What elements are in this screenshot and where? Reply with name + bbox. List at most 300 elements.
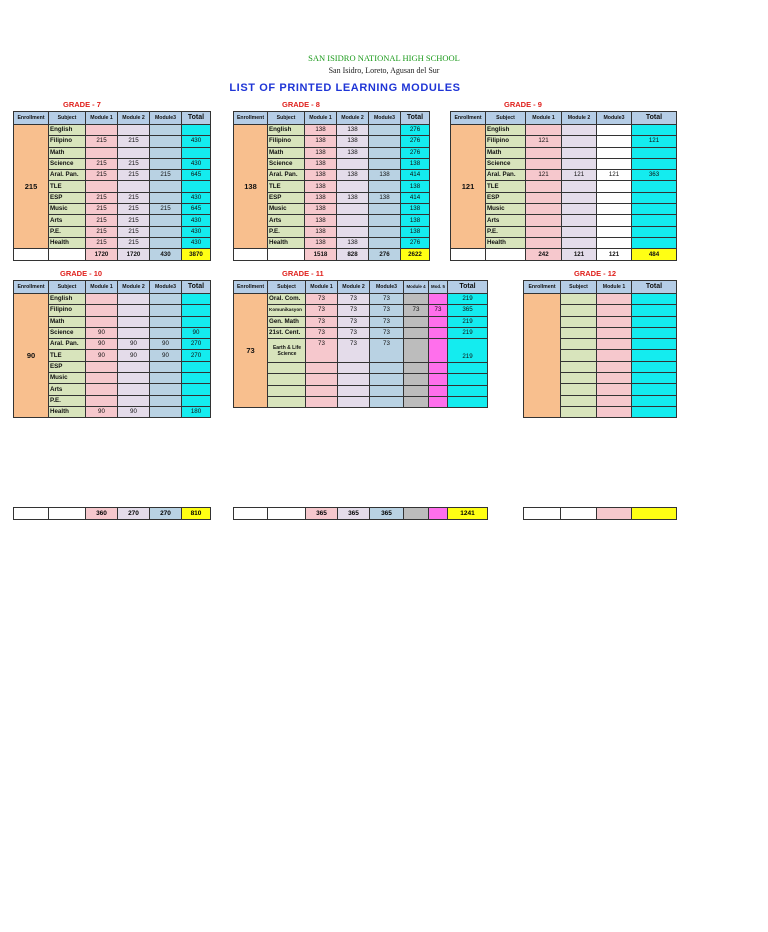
total-cell: 414 bbox=[401, 192, 430, 203]
module5-cell bbox=[429, 294, 448, 305]
total-cell: 219 bbox=[448, 316, 488, 327]
module1-cell bbox=[306, 385, 338, 396]
module4-cell bbox=[404, 374, 429, 385]
module5-cell bbox=[429, 363, 448, 374]
subject-cell: English bbox=[268, 125, 305, 136]
module1-cell bbox=[526, 215, 562, 226]
module2-cell bbox=[562, 147, 597, 158]
module2-cell: 73 bbox=[338, 294, 370, 305]
total-cell bbox=[448, 397, 488, 408]
module2-cell bbox=[118, 373, 150, 384]
col-header: Subject bbox=[561, 281, 597, 294]
subject-cell: Science bbox=[268, 158, 305, 169]
total-cell: 430 bbox=[182, 158, 211, 169]
subject-cell: Aral. Pan. bbox=[486, 170, 526, 181]
total-cell bbox=[448, 385, 488, 396]
total-cell bbox=[632, 237, 677, 248]
enrollment-cell: 121 bbox=[451, 125, 486, 249]
module2-cell: 215 bbox=[118, 204, 150, 215]
module3-cell bbox=[597, 237, 632, 248]
module1-cell bbox=[526, 181, 562, 192]
col-header: Total bbox=[632, 112, 677, 125]
module3-cell bbox=[150, 373, 182, 384]
table-row bbox=[234, 316, 488, 327]
subject-cell: English bbox=[486, 125, 526, 136]
module1-cell: 138 bbox=[305, 170, 337, 181]
table-row bbox=[234, 339, 488, 363]
module2-cell bbox=[562, 237, 597, 248]
total-cell bbox=[632, 125, 677, 136]
summary-total: 1241 bbox=[448, 508, 488, 520]
module1-cell: 138 bbox=[305, 204, 337, 215]
module5-cell bbox=[429, 397, 448, 408]
total-cell: 138 bbox=[401, 215, 430, 226]
grade-7-table bbox=[13, 111, 211, 261]
module2-cell bbox=[562, 158, 597, 169]
subject-cell: Komunikasyon bbox=[268, 305, 306, 316]
module3-cell: 138 bbox=[369, 192, 401, 203]
grade-7-label: GRADE - 7 bbox=[63, 100, 101, 109]
module1-cell: 90 bbox=[86, 350, 118, 361]
module2-cell bbox=[118, 384, 150, 395]
module1-cell bbox=[306, 363, 338, 374]
subject-cell: Health bbox=[268, 237, 305, 248]
module1-cell: 90 bbox=[86, 327, 118, 338]
module2-cell: 90 bbox=[118, 350, 150, 361]
module3-cell bbox=[150, 327, 182, 338]
col-header: Enrollment bbox=[524, 281, 561, 294]
module2-cell bbox=[118, 316, 150, 327]
total-cell: 219 bbox=[448, 294, 488, 305]
total-cell bbox=[182, 373, 211, 384]
summary-module1: 242 bbox=[526, 249, 562, 261]
summary-module2: 270 bbox=[118, 508, 150, 520]
total-cell bbox=[182, 384, 211, 395]
table-row bbox=[451, 125, 677, 136]
total-cell: 121 bbox=[632, 136, 677, 147]
subject-cell: Arts bbox=[268, 215, 305, 226]
module3-cell: 121 bbox=[597, 170, 632, 181]
grade-12-summary-row bbox=[523, 507, 677, 520]
grade-11-summary-row bbox=[233, 507, 488, 520]
summary-total: 3870 bbox=[182, 249, 211, 261]
module2-cell: 138 bbox=[337, 136, 369, 147]
col-header: Module 2 bbox=[338, 281, 370, 294]
module3-cell bbox=[597, 215, 632, 226]
module3-cell bbox=[369, 136, 401, 147]
table-row bbox=[234, 363, 488, 374]
col-header: Enrollment bbox=[451, 112, 486, 125]
col-header: Module 1 bbox=[306, 281, 338, 294]
col-header: Total bbox=[182, 281, 211, 294]
table-header-row bbox=[14, 112, 211, 125]
subject-cell: 21st. Cent. bbox=[268, 327, 306, 338]
grade-8-table bbox=[233, 111, 430, 261]
module1-cell: 73 bbox=[306, 327, 338, 338]
col-header: Subject bbox=[49, 281, 86, 294]
module1-cell: 215 bbox=[86, 170, 118, 181]
module5-cell bbox=[429, 339, 448, 363]
total-cell: 219 bbox=[448, 327, 488, 338]
total-cell bbox=[448, 374, 488, 385]
grade-11-label: GRADE - 11 bbox=[282, 269, 324, 278]
module1-cell bbox=[86, 294, 118, 305]
col-header: Subject bbox=[49, 112, 86, 125]
subject-cell: Gen. Math bbox=[268, 316, 306, 327]
subject-cell: Science bbox=[49, 327, 86, 338]
module1-cell bbox=[86, 147, 118, 158]
module2-cell: 121 bbox=[562, 170, 597, 181]
module1-cell bbox=[526, 237, 562, 248]
summary-total: 2622 bbox=[401, 249, 430, 261]
module1-cell: 138 bbox=[305, 181, 337, 192]
module1-cell bbox=[86, 316, 118, 327]
enrollment-cell: 90 bbox=[14, 294, 49, 418]
col-header: Module 2 bbox=[562, 112, 597, 125]
total-cell: 138 bbox=[401, 226, 430, 237]
module3-cell bbox=[369, 204, 401, 215]
total-cell: 430 bbox=[182, 192, 211, 203]
subject-cell: Filipino bbox=[49, 305, 86, 316]
col-header: Subject bbox=[268, 281, 306, 294]
col-header: Enrollment bbox=[234, 281, 268, 294]
module3-cell bbox=[150, 294, 182, 305]
col-header: Enrollment bbox=[14, 112, 49, 125]
subject-cell bbox=[268, 363, 306, 374]
module2-cell: 90 bbox=[118, 339, 150, 350]
module1-cell: 138 bbox=[305, 125, 337, 136]
module3-cell bbox=[597, 136, 632, 147]
total-cell: 430 bbox=[182, 215, 211, 226]
module2-cell bbox=[118, 294, 150, 305]
subject-cell: TLE bbox=[49, 181, 86, 192]
module1-cell bbox=[306, 374, 338, 385]
module3-cell: 90 bbox=[150, 339, 182, 350]
total-cell bbox=[632, 158, 677, 169]
module3-cell bbox=[369, 147, 401, 158]
module5-cell bbox=[429, 316, 448, 327]
module3-cell bbox=[369, 215, 401, 226]
module2-cell bbox=[118, 361, 150, 372]
module1-cell: 215 bbox=[86, 136, 118, 147]
module3-cell bbox=[369, 158, 401, 169]
subject-cell: Arts bbox=[486, 215, 526, 226]
module2-cell: 138 bbox=[337, 147, 369, 158]
grade-10-summary-row bbox=[13, 507, 211, 520]
module3-cell bbox=[597, 181, 632, 192]
total-cell: 276 bbox=[401, 125, 430, 136]
module1-cell bbox=[86, 305, 118, 316]
module3-cell: 73 bbox=[370, 327, 404, 338]
module3-cell: 138 bbox=[369, 170, 401, 181]
module2-cell: 138 bbox=[337, 192, 369, 203]
module2-cell bbox=[338, 385, 370, 396]
table-row bbox=[234, 125, 430, 136]
subject-cell: English bbox=[49, 125, 86, 136]
module2-cell: 215 bbox=[118, 192, 150, 203]
col-header: Module 2 bbox=[118, 112, 150, 125]
module3-cell bbox=[150, 181, 182, 192]
subject-cell: Health bbox=[486, 237, 526, 248]
summary-module2: 1720 bbox=[118, 249, 150, 261]
table-row bbox=[14, 294, 211, 305]
module3-cell bbox=[150, 316, 182, 327]
module1-cell: 121 bbox=[526, 170, 562, 181]
module1-cell: 90 bbox=[86, 339, 118, 350]
module1-cell: 73 bbox=[306, 305, 338, 316]
module2-cell bbox=[338, 363, 370, 374]
subject-cell: P.E. bbox=[486, 226, 526, 237]
module2-cell bbox=[118, 395, 150, 406]
module1-cell bbox=[526, 192, 562, 203]
module3-cell: 90 bbox=[150, 350, 182, 361]
module3-cell: 73 bbox=[370, 305, 404, 316]
summary-total: 810 bbox=[182, 508, 211, 520]
module2-cell: 90 bbox=[118, 406, 150, 417]
summary-total bbox=[632, 508, 677, 520]
module2-cell bbox=[562, 125, 597, 136]
module3-cell: 215 bbox=[150, 204, 182, 215]
table-header-row bbox=[234, 112, 430, 125]
module3-cell bbox=[597, 192, 632, 203]
total-cell: 430 bbox=[182, 226, 211, 237]
module5-cell bbox=[429, 327, 448, 338]
subject-cell: Aral. Pan. bbox=[49, 170, 86, 181]
summary-module3: 365 bbox=[370, 508, 404, 520]
module2-cell bbox=[118, 125, 150, 136]
total-cell bbox=[182, 361, 211, 372]
module4-cell: 73 bbox=[404, 305, 429, 316]
col-header: Module3 bbox=[150, 112, 182, 125]
total-cell bbox=[632, 226, 677, 237]
module3-cell bbox=[150, 406, 182, 417]
module3-cell: 215 bbox=[150, 170, 182, 181]
subject-cell: Aral. Pan. bbox=[268, 170, 305, 181]
module3-cell bbox=[150, 305, 182, 316]
module1-cell bbox=[526, 125, 562, 136]
total-cell: 414 bbox=[401, 170, 430, 181]
total-cell bbox=[182, 181, 211, 192]
module1-cell: 138 bbox=[305, 158, 337, 169]
module1-cell: 138 bbox=[305, 215, 337, 226]
col-header: Module 1 bbox=[86, 281, 118, 294]
module1-cell bbox=[86, 361, 118, 372]
enrollment-cell: 138 bbox=[234, 125, 268, 249]
module3-cell bbox=[597, 158, 632, 169]
module2-cell bbox=[118, 305, 150, 316]
total-cell: 219 bbox=[448, 339, 488, 363]
module1-cell bbox=[86, 125, 118, 136]
col-header: Total bbox=[401, 112, 430, 125]
subject-cell: P.E. bbox=[49, 395, 86, 406]
total-cell: 430 bbox=[182, 237, 211, 248]
module1-cell: 121 bbox=[526, 136, 562, 147]
module1-cell bbox=[526, 204, 562, 215]
table-row bbox=[14, 125, 211, 136]
module3-cell bbox=[370, 385, 404, 396]
subject-cell: P.E. bbox=[268, 226, 305, 237]
col-header: Mod. 5 bbox=[429, 281, 448, 294]
subject-cell: Arts bbox=[49, 384, 86, 395]
col-header: Enrollment bbox=[234, 112, 268, 125]
total-cell: 276 bbox=[401, 237, 430, 248]
module2-cell bbox=[562, 226, 597, 237]
school-name: SAN ISIDRO NATIONAL HIGH SCHOOL bbox=[308, 53, 460, 63]
module2-cell bbox=[337, 204, 369, 215]
grade-9-table bbox=[450, 111, 677, 261]
total-cell: 363 bbox=[632, 170, 677, 181]
module3-cell: 73 bbox=[370, 316, 404, 327]
module1-cell: 138 bbox=[305, 147, 337, 158]
total-cell: 270 bbox=[182, 350, 211, 361]
module2-cell bbox=[562, 181, 597, 192]
subject-cell: TLE bbox=[486, 181, 526, 192]
summary-module3: 121 bbox=[597, 249, 632, 261]
subject-cell: Science bbox=[49, 158, 86, 169]
module2-cell: 215 bbox=[118, 226, 150, 237]
module3-cell bbox=[150, 237, 182, 248]
table-row bbox=[234, 397, 488, 408]
subject-cell: Arts bbox=[49, 215, 86, 226]
summary-module1: 1720 bbox=[86, 249, 118, 261]
module3-cell bbox=[150, 215, 182, 226]
module4-cell bbox=[404, 397, 429, 408]
module2-cell: 73 bbox=[338, 305, 370, 316]
module2-cell bbox=[118, 147, 150, 158]
module2-cell: 215 bbox=[118, 237, 150, 248]
total-cell: 180 bbox=[182, 406, 211, 417]
col-header: Subject bbox=[268, 112, 305, 125]
summary-row bbox=[234, 249, 430, 261]
summary-module1: 365 bbox=[306, 508, 338, 520]
module1-cell: 215 bbox=[86, 237, 118, 248]
module4-cell bbox=[404, 363, 429, 374]
total-cell: 276 bbox=[401, 136, 430, 147]
school-address: San Isidro, Loreto, Agusan del Sur bbox=[328, 66, 440, 75]
total-cell bbox=[632, 204, 677, 215]
module1-cell bbox=[86, 373, 118, 384]
module1-cell: 215 bbox=[86, 215, 118, 226]
col-header: Module3 bbox=[369, 112, 401, 125]
grade-12-table bbox=[523, 280, 677, 418]
module3-cell bbox=[150, 192, 182, 203]
grade-10-table bbox=[13, 280, 211, 418]
subject-cell: Math bbox=[49, 316, 86, 327]
summary-total: 484 bbox=[632, 249, 677, 261]
module2-cell bbox=[562, 136, 597, 147]
total-cell bbox=[182, 294, 211, 305]
module5-cell: 73 bbox=[429, 305, 448, 316]
enrollment-cell: 215 bbox=[14, 125, 49, 249]
module1-cell: 90 bbox=[86, 406, 118, 417]
module2-cell: 73 bbox=[338, 327, 370, 338]
summary-module1: 360 bbox=[86, 508, 118, 520]
module3-cell bbox=[369, 181, 401, 192]
module3-cell bbox=[369, 226, 401, 237]
module3-cell bbox=[150, 158, 182, 169]
subject-cell: Filipino bbox=[268, 136, 305, 147]
module2-cell bbox=[562, 204, 597, 215]
summary-row bbox=[14, 249, 211, 261]
module1-cell bbox=[526, 226, 562, 237]
module1-cell bbox=[526, 147, 562, 158]
module3-cell bbox=[150, 136, 182, 147]
subject-cell: TLE bbox=[268, 181, 305, 192]
summary-module2: 365 bbox=[338, 508, 370, 520]
subject-cell: Music bbox=[49, 373, 86, 384]
total-cell bbox=[448, 363, 488, 374]
subject-cell: Filipino bbox=[486, 136, 526, 147]
module4-cell bbox=[404, 385, 429, 396]
module1-cell: 138 bbox=[305, 136, 337, 147]
module1-cell bbox=[86, 181, 118, 192]
col-header: Enrollment bbox=[14, 281, 49, 294]
subject-cell: Health bbox=[49, 406, 86, 417]
subject-cell: Music bbox=[486, 204, 526, 215]
summary-module3: 270 bbox=[150, 508, 182, 520]
total-cell: 90 bbox=[182, 327, 211, 338]
table-header-row bbox=[234, 281, 488, 294]
total-cell: 138 bbox=[401, 158, 430, 169]
module3-cell bbox=[150, 147, 182, 158]
subject-cell: Music bbox=[49, 204, 86, 215]
col-header: Total bbox=[632, 281, 677, 294]
module1-cell bbox=[526, 158, 562, 169]
total-cell bbox=[632, 147, 677, 158]
total-cell bbox=[632, 181, 677, 192]
module2-cell bbox=[337, 158, 369, 169]
subject-cell: Health bbox=[49, 237, 86, 248]
module1-cell: 73 bbox=[306, 339, 338, 363]
module3-cell bbox=[369, 237, 401, 248]
subject-cell: Math bbox=[49, 147, 86, 158]
subject-cell: Math bbox=[486, 147, 526, 158]
module3-cell bbox=[150, 226, 182, 237]
module2-cell bbox=[118, 181, 150, 192]
module3-cell bbox=[150, 125, 182, 136]
total-cell bbox=[182, 305, 211, 316]
module3-cell bbox=[597, 226, 632, 237]
grade-12-label: GRADE - 12 bbox=[574, 269, 617, 278]
module5-cell bbox=[429, 374, 448, 385]
module2-cell bbox=[562, 192, 597, 203]
col-header: Module 1 bbox=[526, 112, 562, 125]
grade-11-table bbox=[233, 280, 488, 408]
col-header: Module 2 bbox=[337, 112, 369, 125]
module2-cell: 138 bbox=[337, 170, 369, 181]
module2-cell bbox=[562, 215, 597, 226]
module2-cell bbox=[118, 327, 150, 338]
total-cell: 645 bbox=[182, 170, 211, 181]
module2-cell: 215 bbox=[118, 136, 150, 147]
summary-module2: 828 bbox=[337, 249, 369, 261]
subject-cell: Aral. Pan. bbox=[49, 339, 86, 350]
table-row bbox=[524, 294, 677, 305]
total-cell: 365 bbox=[448, 305, 488, 316]
table-row bbox=[234, 374, 488, 385]
total-cell: 276 bbox=[401, 147, 430, 158]
col-header: Subject bbox=[486, 112, 526, 125]
total-cell: 138 bbox=[401, 204, 430, 215]
summary-row bbox=[451, 249, 677, 261]
module4-cell bbox=[404, 327, 429, 338]
module2-cell bbox=[337, 181, 369, 192]
module1-cell: 138 bbox=[305, 226, 337, 237]
module2-cell bbox=[338, 397, 370, 408]
col-header: Module 2 bbox=[118, 281, 150, 294]
module3-cell bbox=[370, 397, 404, 408]
module3-cell bbox=[370, 363, 404, 374]
